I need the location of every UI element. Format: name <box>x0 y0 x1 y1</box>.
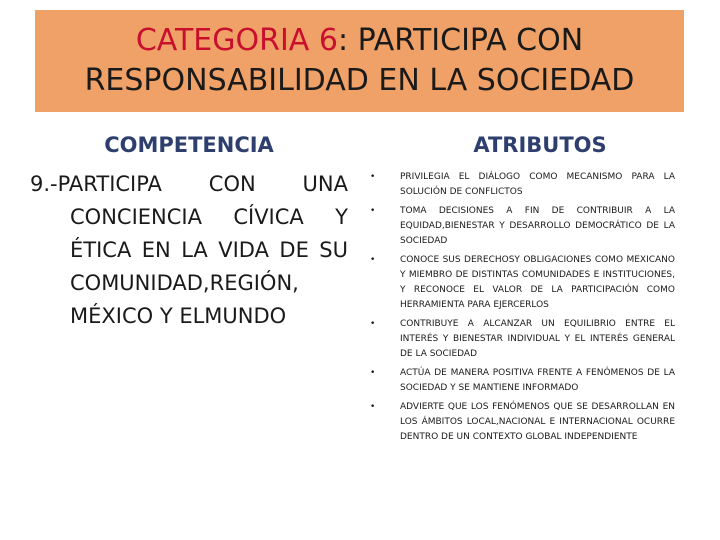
attribute-text: PRIVILEGIA EL DIÁLOGO COMO MECANISMO PARA LA SOLUCIÓN DE CONFLICTOS <box>400 172 675 197</box>
attributes-column <box>360 130 680 449</box>
attribute-text: ADVIERTE QUE LOS FENÓMENOS QUE SE DESARROLLAN EN LOS ÁMBITOS LOCAL,NACIONAL E INTERNACIONAL OCURRE DENTRO DE UN CONTEXTO GLOBAL INDEPENDIENTE <box>400 402 675 442</box>
bullet-icon: • <box>370 206 376 216</box>
list-item <box>360 170 680 200</box>
bullet-icon: • <box>370 368 376 378</box>
attributes-heading: ATRIBUTOS <box>473 133 607 157</box>
bullet-icon: • <box>370 402 376 412</box>
attribute-text: CONOCE SUS DERECHOSY OBLIGACIONES COMO MEXICANO Y MIEMBRO DE DISTINTAS COMUNIDADES E INSTITUCIONES, Y RECONOCE EL VALOR DE LA PARTICIPACIÓN COMO HERRAMIENTA PARA EJERCERLOS <box>400 255 675 310</box>
list-item <box>360 253 680 313</box>
attribute-text: CONTRIBUYE A ALCANZAR UN EQUILIBRIO ENTRE EL INTERÉS Y BIENESTAR INDIVIDUAL Y EL INTERÉS GENERAL DE LA SOCIEDAD <box>400 319 675 359</box>
title-banner <box>35 10 684 112</box>
bullet-icon: • <box>370 255 376 265</box>
attribute-text: TOMA DECISIONES A FIN DE CONTRIBUIR A LA EQUIDAD,BIENESTAR Y DESARROLLO DEMOCRÁTICO DE LA SOCIEDAD <box>400 206 675 246</box>
title-line2: RESPONSABILIDAD EN LA SOCIEDAD <box>84 63 635 98</box>
list-item <box>360 366 680 396</box>
competency-heading: COMPETENCIA <box>104 133 274 157</box>
list-item <box>360 400 680 445</box>
attribute-text: ACTÚA DE MANERA POSITIVA FRENTE A FENÓMENOS DE LA SOCIEDAD Y SE MANTIENE INFORMADO <box>400 368 675 393</box>
title-category: CATEGORIA 6 <box>135 23 338 58</box>
bullet-icon: • <box>370 172 376 182</box>
bullet-icon: • <box>370 319 376 329</box>
title-line1-rest: : PARTICIPA CON <box>337 23 584 58</box>
competency-text: 9.-PARTICIPA CON UNA CONCIENCIA CÍVICA Y ÉTICA EN LA VIDA DE SU COMUNIDAD,REGIÓN, MÉXICO Y ELMUNDO <box>30 172 348 328</box>
list-item <box>360 317 680 362</box>
slide-title <box>85 21 635 101</box>
list-item <box>360 204 680 249</box>
competency-column <box>30 130 348 333</box>
attributes-list <box>360 170 680 445</box>
